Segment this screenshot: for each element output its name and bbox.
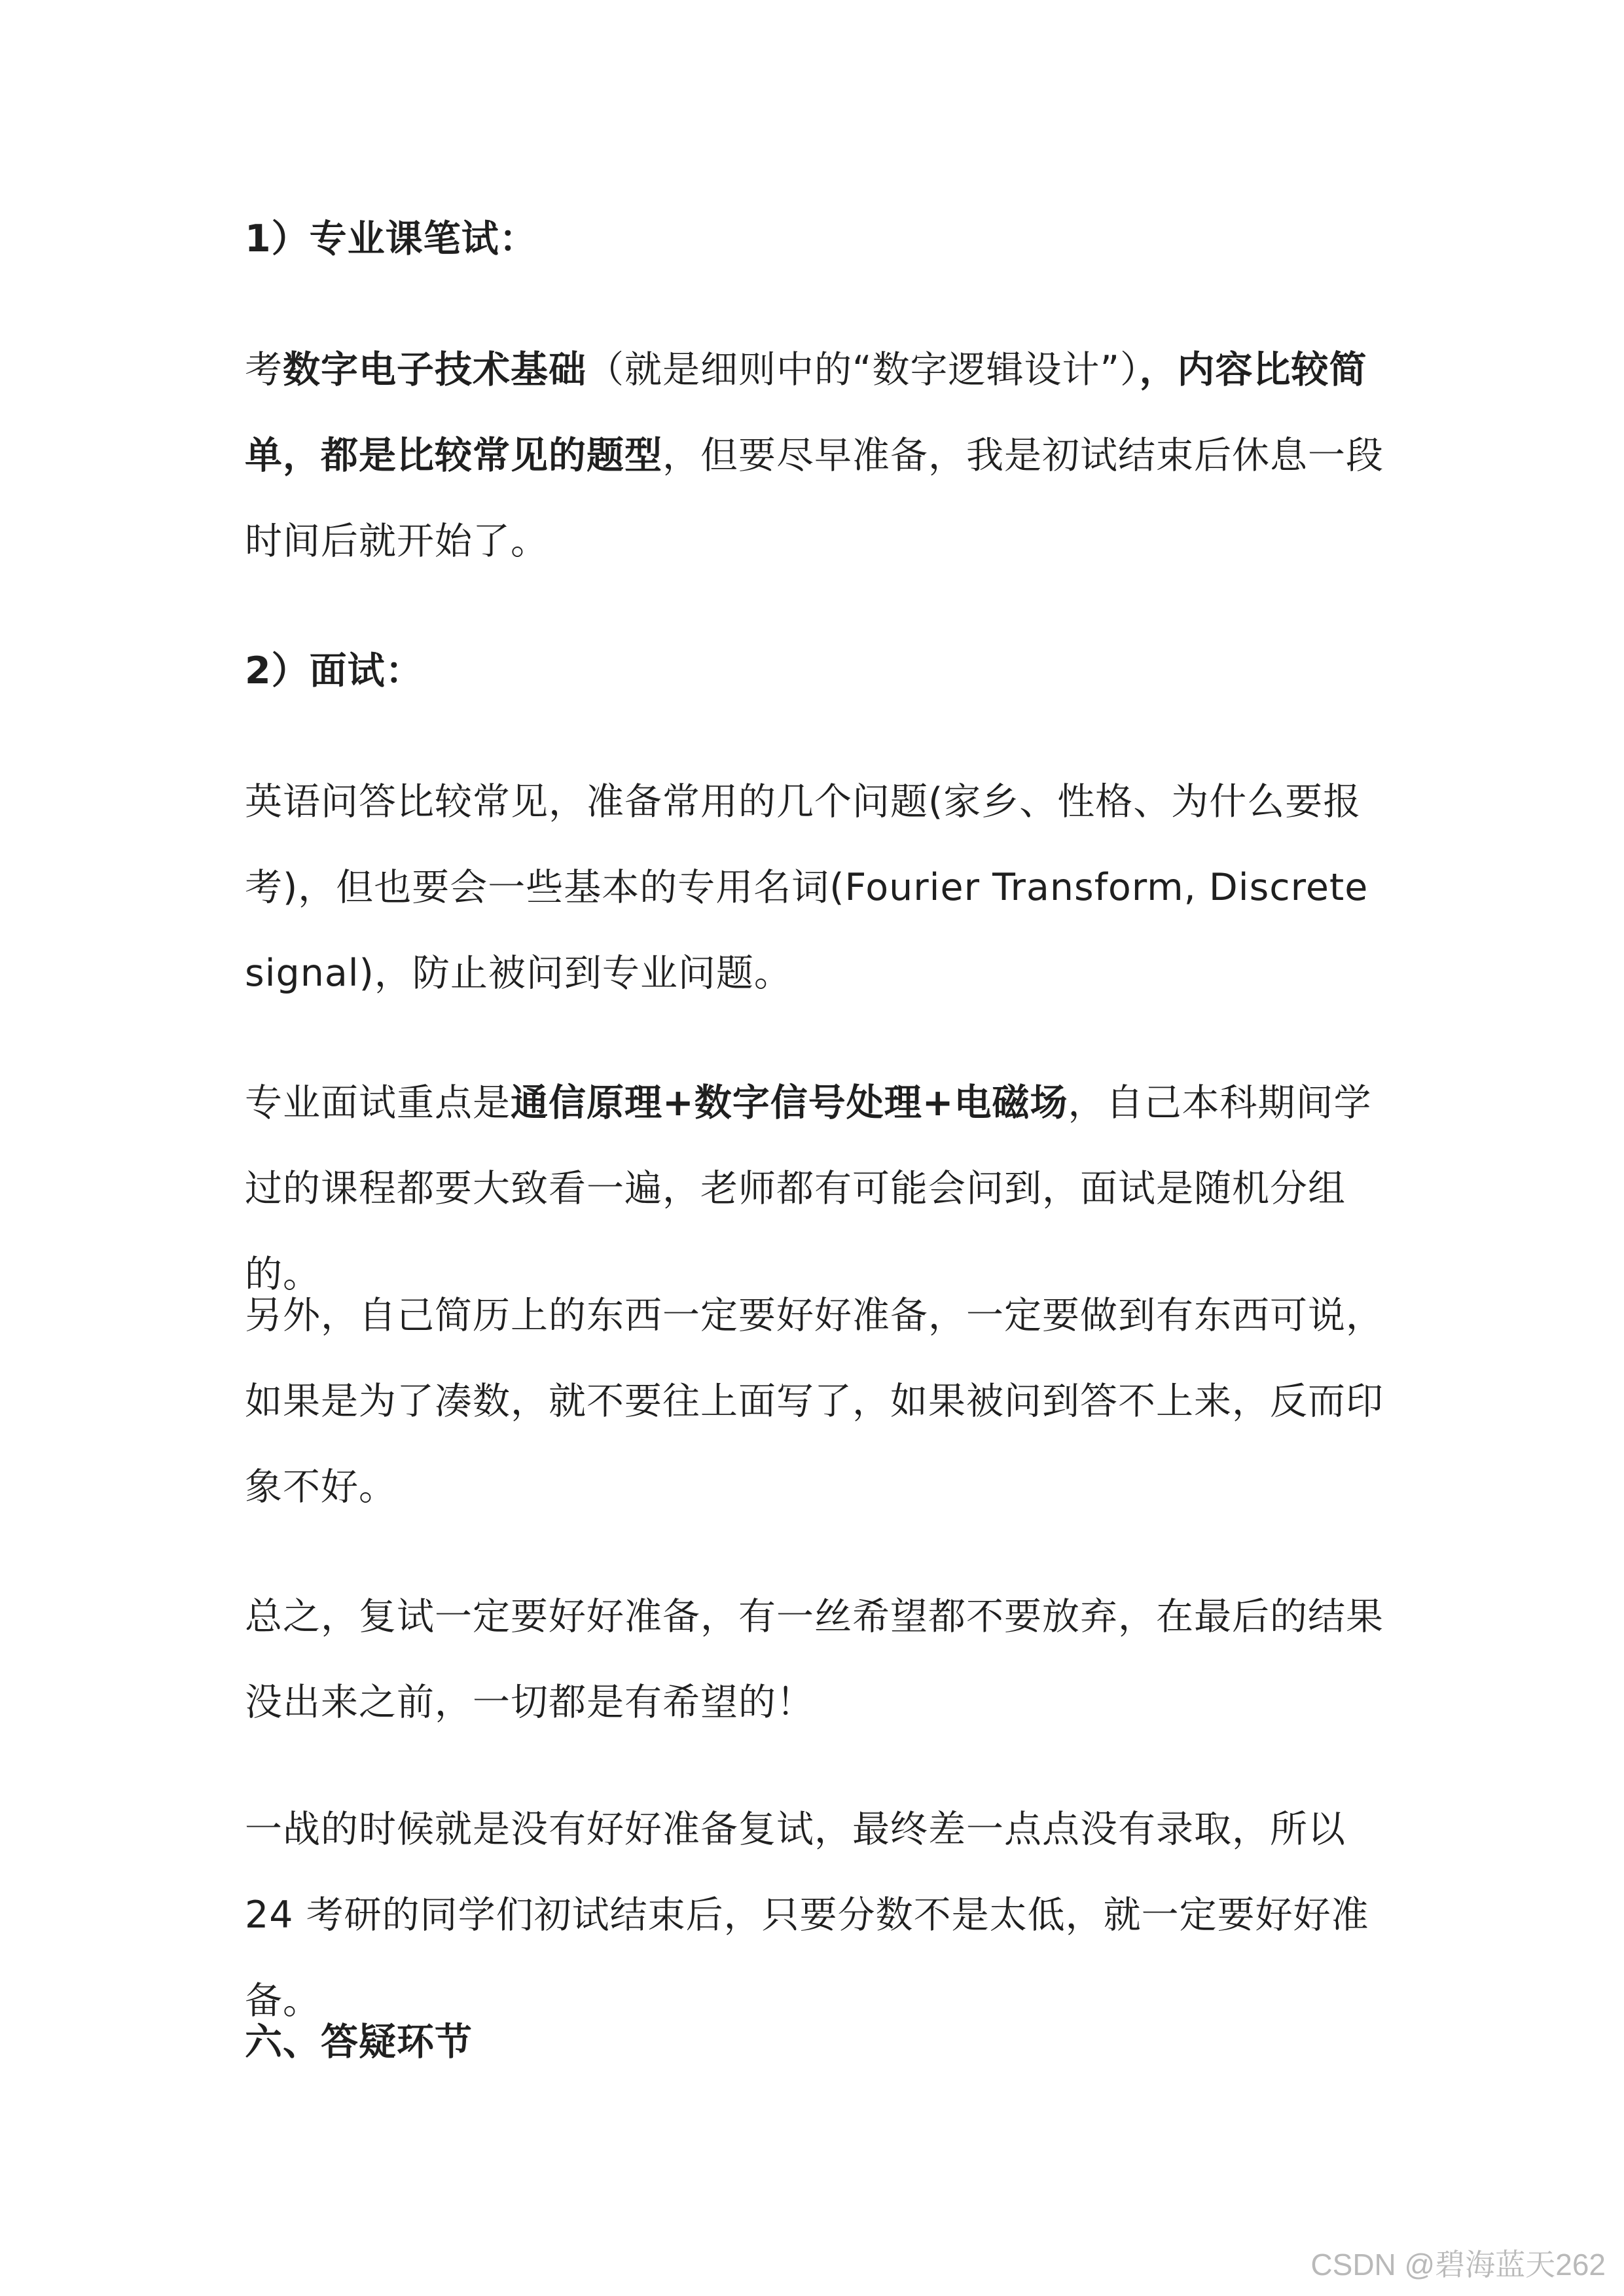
paragraph-english-qa: 英语问答比较常见，准备常用的几个问题(家乡、性格、为什么要报考)，但也要会一些基本的专用名词(Fourier Transform, Discrete signal)，防止被问到专业问题。 [245,780,1369,995]
bold-text-difficulty: ，内容比较简单，都是比较常见的题型 [245,348,1367,477]
text-segment: 专业面试重点是 [245,1081,511,1124]
section-heading-interview: 2）面试： [245,649,424,692]
section-heading-qa: 六、答疑环节 [245,2020,473,2064]
text-segment: （就是细则中的“数字逻辑设计”） [586,348,1140,391]
paragraph-written-exam [245,327,1397,584]
text-segment: ，自己本科期间学过的课程都要大致看一遍，老师都有可能会问到，面试是随机分组的。 [245,1081,1372,1296]
text-segment: ，但要尽早准备，我是初试结束后休息一段时间后就开始了。 [245,434,1384,563]
section-heading-written-exam: 1）专业课笔试： [245,217,537,260]
bold-text-course-name: 数字电子技术基础 [283,348,586,391]
paragraph-resume: 另外，自己简历上的东西一定要好好准备，一定要做到有东西可说，如果是为了凑数，就不要往上面写了，如果被问到答不上来，反而印象不好。 [245,1294,1384,1509]
watermark: CSDN @碧海蓝天262 [1310,2248,1606,2282]
paragraph-experience: 一战的时候就是没有好好准备复试，最终差一点点没有录取，所以 24 考研的同学们初试结束后，只要分数不是太低，就一定要好好准备。 [245,1808,1369,2022]
text-segment: 考 [245,348,283,391]
paragraph-conclusion: 总之，复试一定要好好准备，有一丝希望都不要放弃，在最后的结果没出来之前，一切都是有希望的！ [245,1595,1384,1724]
bold-text-key-subjects: 通信原理+数字信号处理+电磁场 [511,1081,1068,1124]
